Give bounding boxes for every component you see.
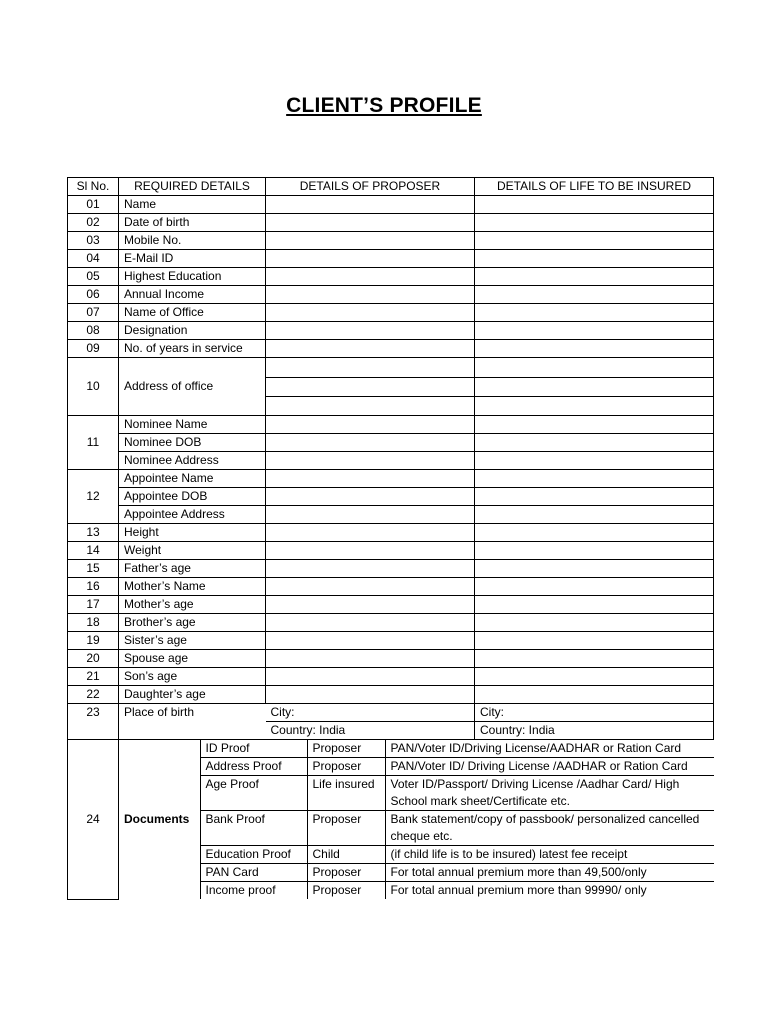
row-label: Date of birth: [119, 214, 266, 232]
row-number: 02: [68, 214, 119, 232]
table-header-row: [68, 178, 714, 196]
insured-field[interactable]: [475, 578, 714, 596]
proposer-field[interactable]: [266, 232, 475, 250]
table-row: [68, 704, 714, 722]
row-number: 13: [68, 524, 119, 542]
insured-field[interactable]: [475, 650, 714, 668]
insured-field[interactable]: [475, 668, 714, 686]
table-row: [68, 578, 714, 596]
row-label: Designation: [119, 322, 266, 340]
table-row: [68, 524, 714, 542]
header-details-of-proposer: DETAILS OF PROPOSER: [266, 178, 475, 196]
table-row: [68, 214, 714, 232]
documents-row-item: [119, 882, 714, 900]
table-row: [68, 542, 714, 560]
table-row: [68, 416, 714, 434]
insured-field[interactable]: [475, 434, 714, 452]
insured-field[interactable]: [475, 378, 714, 397]
row-label: Weight: [119, 542, 266, 560]
header-required-details: REQUIRED DETAILS: [119, 178, 266, 196]
proposer-city-field[interactable]: City:: [266, 704, 475, 722]
proposer-field[interactable]: [266, 578, 475, 596]
document-type: Age Proof: [200, 776, 307, 811]
insured-country-field[interactable]: Country: India: [475, 722, 714, 740]
document-type: Education Proof: [200, 846, 307, 864]
documents-row-item: [119, 776, 714, 811]
proposer-field[interactable]: [266, 214, 475, 232]
insured-city-field[interactable]: City:: [475, 704, 714, 722]
insured-field[interactable]: [475, 214, 714, 232]
insured-field[interactable]: [475, 397, 714, 416]
insured-field[interactable]: [475, 322, 714, 340]
document-type: ID Proof: [200, 740, 307, 758]
row-label: Son’s age: [119, 668, 266, 686]
document-detail: PAN/Voter ID/ Driving License /AADHAR or Ration Card: [385, 758, 714, 776]
proposer-field[interactable]: [266, 452, 475, 470]
insured-field[interactable]: [475, 416, 714, 434]
document-detail: (if child life is to be insured) latest fee receipt: [385, 846, 714, 864]
document-who: Proposer: [307, 740, 385, 758]
row-number: 24: [68, 740, 119, 900]
row-number: 11: [68, 416, 119, 470]
table-row: [68, 452, 714, 470]
documents-row-item: [119, 846, 714, 864]
insured-field[interactable]: [475, 452, 714, 470]
table-row: [68, 470, 714, 488]
table-row: [68, 286, 714, 304]
proposer-field[interactable]: [266, 416, 475, 434]
table-row: [68, 340, 714, 358]
insured-field[interactable]: [475, 340, 714, 358]
documents-table: [119, 740, 714, 899]
document-detail: Voter ID/Passport/ Driving License /Aadhar Card/ High School mark sheet/Certificate etc.: [385, 776, 714, 811]
row-label: Mother’s age: [119, 596, 266, 614]
insured-field[interactable]: [475, 470, 714, 488]
row-label: Height: [119, 524, 266, 542]
document-detail: For total annual premium more than 49,500/only: [385, 864, 714, 882]
row-number: 10: [68, 358, 119, 416]
document-who: Proposer: [307, 811, 385, 846]
insured-field[interactable]: [475, 488, 714, 506]
insured-field[interactable]: [475, 250, 714, 268]
proposer-field[interactable]: [266, 560, 475, 578]
proposer-field[interactable]: [266, 434, 475, 452]
table-row: [68, 632, 714, 650]
row-number: 14: [68, 542, 119, 560]
row-label: Brother’s age: [119, 614, 266, 632]
row-label: Nominee Name: [119, 416, 266, 434]
table-row: [68, 250, 714, 268]
insured-field[interactable]: [475, 304, 714, 322]
documents-row-item: [119, 811, 714, 846]
table-row: [68, 268, 714, 286]
row-label: No. of years in service: [119, 340, 266, 358]
row-label: Nominee DOB: [119, 434, 266, 452]
proposer-field[interactable]: [266, 340, 475, 358]
table-row: [68, 596, 714, 614]
proposer-field[interactable]: [266, 686, 475, 704]
insured-field[interactable]: [475, 232, 714, 250]
document-who: Child: [307, 846, 385, 864]
proposer-field[interactable]: [266, 668, 475, 686]
proposer-field[interactable]: [266, 250, 475, 268]
row-label: Highest Education: [119, 268, 266, 286]
proposer-field[interactable]: [266, 506, 475, 524]
document-who: Life insured: [307, 776, 385, 811]
insured-field[interactable]: [475, 196, 714, 214]
insured-field[interactable]: [475, 614, 714, 632]
documents-label: Documents: [119, 740, 200, 899]
document-who: Proposer: [307, 882, 385, 900]
row-number: 07: [68, 304, 119, 322]
insured-field[interactable]: [475, 358, 714, 378]
table-row: [68, 614, 714, 632]
proposer-field[interactable]: [266, 470, 475, 488]
row-label: Father’s age: [119, 560, 266, 578]
insured-field[interactable]: [475, 686, 714, 704]
proposer-field[interactable]: [266, 632, 475, 650]
table-row: [68, 650, 714, 668]
documents-row-item: [119, 740, 714, 758]
table-row: [68, 488, 714, 506]
row-label: Mobile No.: [119, 232, 266, 250]
proposer-field[interactable]: [266, 286, 475, 304]
insured-field[interactable]: [475, 560, 714, 578]
row-number: 12: [68, 470, 119, 524]
row-label: Daughter’s age: [119, 686, 266, 704]
row-number: 03: [68, 232, 119, 250]
proposer-field[interactable]: [266, 596, 475, 614]
client-profile-table: [67, 177, 714, 900]
row-number: 06: [68, 286, 119, 304]
row-label: Nominee Address: [119, 452, 266, 470]
row-number: 16: [68, 578, 119, 596]
proposer-field[interactable]: [266, 378, 475, 397]
document-detail: PAN/Voter ID/Driving License/AADHAR or Ration Card: [385, 740, 714, 758]
document-type: PAN Card: [200, 864, 307, 882]
table-row: [68, 196, 714, 214]
row-number: 05: [68, 268, 119, 286]
document-type: Bank Proof: [200, 811, 307, 846]
row-number: 19: [68, 632, 119, 650]
row-label: E-Mail ID: [119, 250, 266, 268]
row-number: 17: [68, 596, 119, 614]
insured-field[interactable]: [475, 632, 714, 650]
row-label: Spouse age: [119, 650, 266, 668]
documents-row-item: [119, 864, 714, 882]
insured-field[interactable]: [475, 524, 714, 542]
insured-field[interactable]: [475, 506, 714, 524]
row-number: 21: [68, 668, 119, 686]
document-type: Address Proof: [200, 758, 307, 776]
proposer-field[interactable]: [266, 196, 475, 214]
row-number: 22: [68, 686, 119, 704]
insured-field[interactable]: [475, 286, 714, 304]
row-label: Annual Income: [119, 286, 266, 304]
row-label: Place of birth: [119, 704, 266, 740]
row-number: 23: [68, 704, 119, 740]
proposer-field[interactable]: [266, 650, 475, 668]
row-label: Sister’s age: [119, 632, 266, 650]
document-who: Proposer: [307, 864, 385, 882]
row-label: Appointee DOB: [119, 488, 266, 506]
table-row: [68, 322, 714, 340]
insured-field[interactable]: [475, 596, 714, 614]
document-detail: Bank statement/copy of passbook/ personalized cancelled cheque etc.: [385, 811, 714, 846]
row-label: Name: [119, 196, 266, 214]
proposer-field[interactable]: [266, 397, 475, 416]
document-detail: For total annual premium more than 99990/ only: [385, 882, 714, 900]
row-label: Address of office: [119, 358, 266, 416]
proposer-field[interactable]: [266, 524, 475, 542]
row-label: Appointee Address: [119, 506, 266, 524]
proposer-field[interactable]: [266, 322, 475, 340]
table-row: [68, 304, 714, 322]
row-label: Appointee Name: [119, 470, 266, 488]
row-number: 15: [68, 560, 119, 578]
row-number: 20: [68, 650, 119, 668]
insured-field[interactable]: [475, 542, 714, 560]
row-number: 01: [68, 196, 119, 214]
row-number: 04: [68, 250, 119, 268]
documents-row-item: [119, 758, 714, 776]
table-row: [68, 506, 714, 524]
table-row: [68, 668, 714, 686]
table-row: [68, 358, 714, 378]
row-label: Mother’s Name: [119, 578, 266, 596]
row-number: 09: [68, 340, 119, 358]
row-label: Name of Office: [119, 304, 266, 322]
insured-field[interactable]: [475, 268, 714, 286]
row-number: 08: [68, 322, 119, 340]
header-details-of-insured: DETAILS OF LIFE TO BE INSURED: [475, 178, 714, 196]
page-title: CLIENT’S PROFILE: [286, 94, 482, 117]
document-type: Income proof: [200, 882, 307, 900]
proposer-field[interactable]: [266, 542, 475, 560]
documents-container: [119, 740, 714, 900]
proposer-field[interactable]: [266, 488, 475, 506]
table-row: [68, 232, 714, 250]
header-sl-no: Sl No.: [68, 178, 119, 196]
proposer-field[interactable]: [266, 304, 475, 322]
proposer-field[interactable]: [266, 358, 475, 378]
row-number: 18: [68, 614, 119, 632]
table-row: [68, 560, 714, 578]
document-who: Proposer: [307, 758, 385, 776]
table-row: [68, 434, 714, 452]
proposer-country-field[interactable]: Country: India: [266, 722, 475, 740]
proposer-field[interactable]: [266, 614, 475, 632]
documents-row: [68, 740, 714, 900]
table-row: [68, 686, 714, 704]
proposer-field[interactable]: [266, 268, 475, 286]
